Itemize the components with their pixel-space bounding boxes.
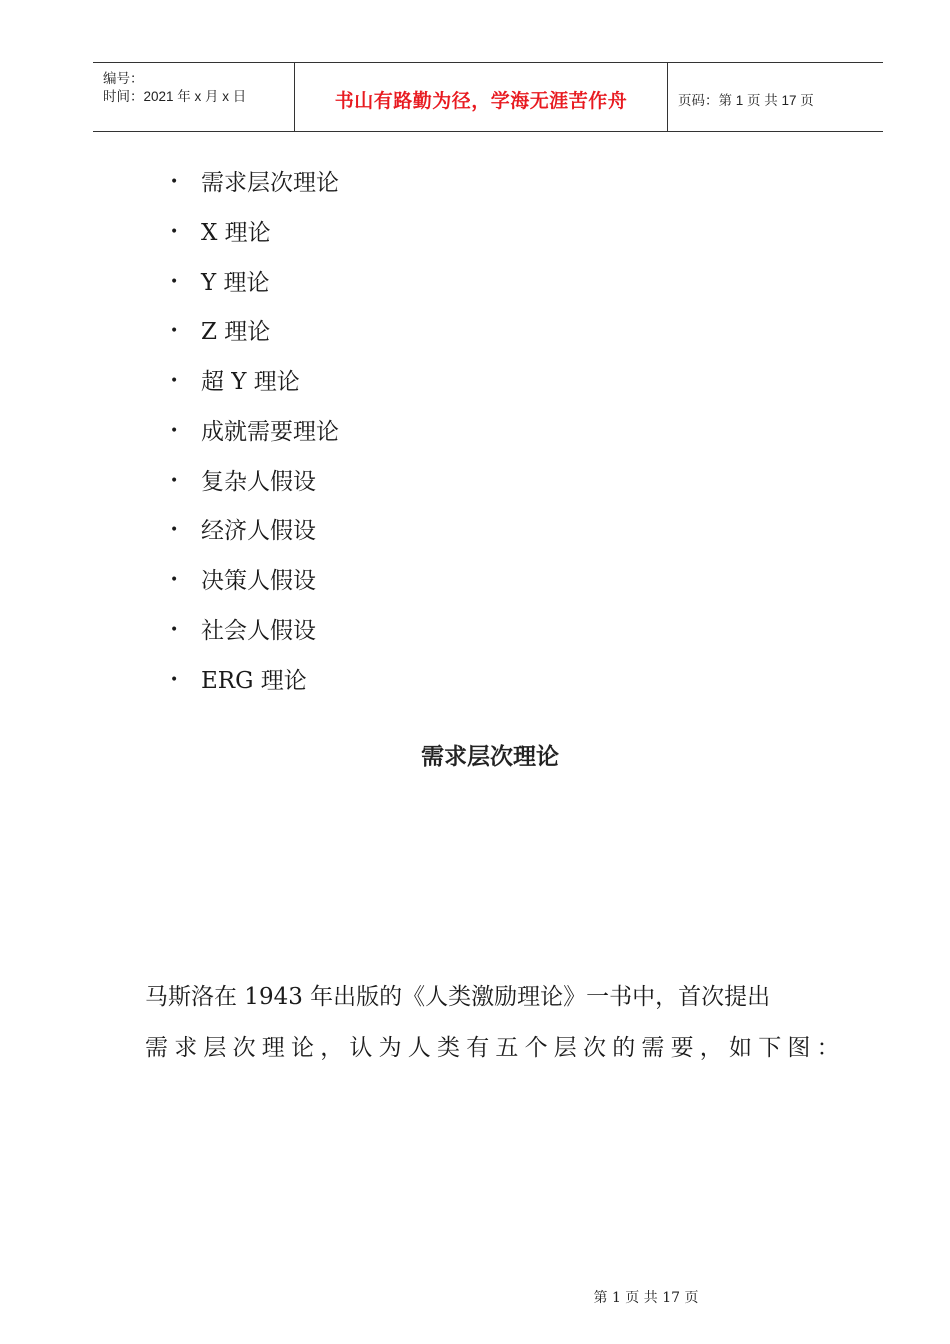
bullet-icon: • <box>170 274 179 290</box>
time-label: 时间：2021 年 x 月 x 日 <box>103 89 247 104</box>
list-item-text: 决策人假设 <box>201 568 316 594</box>
bullet-icon: • <box>170 423 179 439</box>
list-item-text: Y 理论 <box>201 270 270 296</box>
bullet-icon: • <box>170 622 179 638</box>
page-info: 页码：第 1 页 共 17 页 <box>678 93 814 108</box>
page-footer: 第 1 页 共 17 页 <box>593 1290 699 1306</box>
list-item-text: 经济人假设 <box>201 518 316 544</box>
bullet-icon: • <box>170 473 179 489</box>
list-item-text: 复杂人假设 <box>201 469 316 495</box>
list-item-text: Z 理论 <box>201 319 271 345</box>
header-meta-cell <box>93 63 295 131</box>
bullet-icon: • <box>170 522 179 538</box>
list-item-text: ERG 理论 <box>201 668 307 694</box>
header-page-cell <box>668 63 883 131</box>
bullet-icon: • <box>170 373 179 389</box>
bullet-icon: • <box>170 224 179 240</box>
list-item-text: 社会人假设 <box>201 618 316 644</box>
list-item-text: 成就需要理论 <box>201 419 339 445</box>
page-header <box>93 62 883 132</box>
bullet-icon: • <box>170 174 179 190</box>
bullet-icon: • <box>170 323 179 339</box>
list-item-text: X 理论 <box>201 220 271 246</box>
bullet-icon: • <box>170 672 179 688</box>
header-motto-cell <box>295 63 668 131</box>
section-title: 需求层次理论 <box>421 743 559 770</box>
number-label: 编号： <box>103 71 144 86</box>
list-item-text: 需求层次理论 <box>201 170 339 196</box>
bullet-icon: • <box>170 572 179 588</box>
list-item-text: 超 Y 理论 <box>201 369 300 395</box>
paragraph-line-1: 马斯洛在 1943 年出版的《人类激励理论》一书中，首次提出 <box>145 984 771 1010</box>
paragraph-line-2: 需求层次理论，认为人类有五个层次的需要，如下图： <box>145 1035 846 1061</box>
motto-text: 书山有路勤为径，学海无涯苦作舟 <box>334 90 628 112</box>
